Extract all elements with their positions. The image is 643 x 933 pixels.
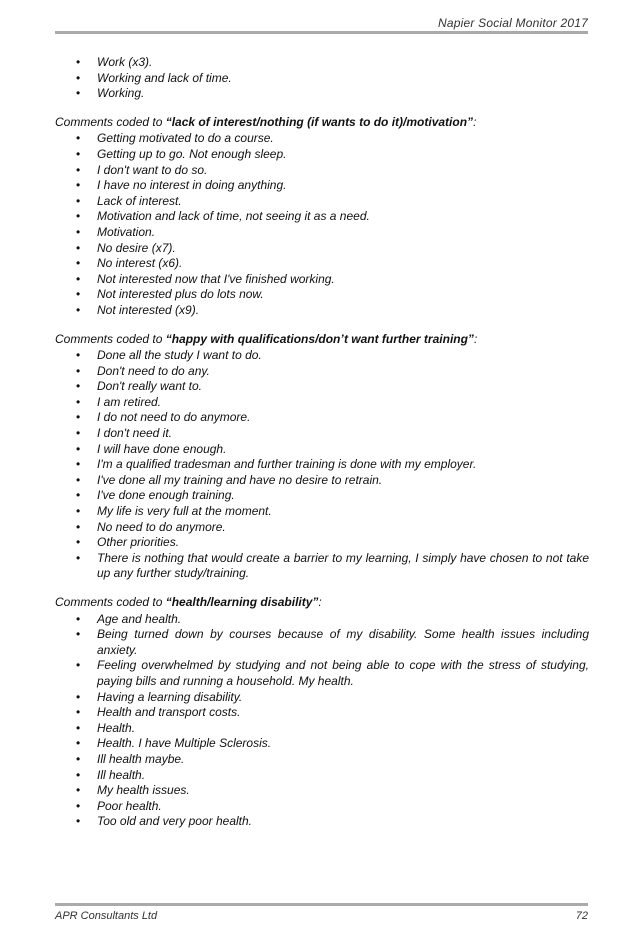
list-item: • I've done enough training.: [55, 488, 589, 504]
list-item: • Age and health.: [55, 612, 589, 628]
list-item: • Health. I have Multiple Sclerosis.: [55, 736, 589, 752]
heading-suffix: :: [473, 114, 477, 129]
list-item: • I don't want to do so.: [55, 163, 589, 179]
heading-prefix: Comments coded to: [55, 114, 166, 129]
company-name: APR Consultants Ltd: [55, 910, 158, 922]
list-item: • There is nothing that would create a barrier to my learning, I simply have chosen to not take up any further study/training.: [55, 551, 589, 582]
heading-prefix: Comments coded to: [55, 595, 166, 609]
list-item: • Poor health.: [55, 799, 589, 815]
list-item: • Health and transport costs.: [55, 705, 589, 721]
list-item: • No interest (x6).: [55, 256, 589, 272]
section-heading-health: [55, 595, 589, 611]
list-item: • Not interested (x9).: [55, 303, 589, 319]
list-item: • I do not need to do anymore.: [55, 410, 589, 426]
list-item: • Feeling overwhelmed by studying and not being able to cope with the stress of studying, paying bills and running a household. My health.: [55, 658, 589, 689]
page-header: [55, 12, 588, 34]
list-item: • My health issues.: [55, 783, 589, 799]
list-item: • Working.: [55, 86, 589, 102]
list-item: • Working and lack of time.: [55, 71, 589, 87]
heading-suffix: :: [318, 595, 322, 609]
list-item: • Don't really want to.: [55, 379, 589, 395]
list-item: • Having a learning disability.: [55, 690, 589, 706]
list-item: • Motivation and lack of time, not seeing it as a need.: [55, 209, 589, 225]
list-item: • Getting motivated to do a course.: [55, 131, 589, 147]
document-body: [55, 55, 589, 830]
intro-bullet-list: [55, 55, 589, 102]
qualifications-bullet-list: [55, 348, 589, 582]
list-item: • I have no interest in doing anything.: [55, 178, 589, 194]
list-item: • Not interested now that I've finished working.: [55, 272, 589, 288]
health-bullet-list: [55, 612, 589, 830]
header-divider: [55, 31, 588, 34]
footer-divider: [55, 903, 588, 906]
motivation-bullet-list: [55, 131, 589, 318]
page-footer: [55, 903, 588, 925]
list-item: • My life is very full at the moment.: [55, 504, 589, 520]
list-item: • No desire (x7).: [55, 241, 589, 257]
list-item: • Ill health.: [55, 768, 589, 784]
list-item: • Being turned down by courses because of my disability. Some health issues including anxiety.: [55, 627, 589, 658]
list-item: • I've done all my training and have no desire to retrain.: [55, 473, 589, 489]
list-item: • I will have done enough.: [55, 442, 589, 458]
section-heading-motivation: [55, 115, 589, 131]
list-item: • Don't need to do any.: [55, 364, 589, 380]
heading-category: “health/learning disability”: [165, 595, 319, 609]
list-item: • I don't need it.: [55, 426, 589, 442]
heading-suffix: :: [473, 331, 478, 346]
list-item: • Done all the study I want to do.: [55, 348, 589, 364]
list-item: • Work (x3).: [55, 55, 589, 71]
list-item: • No need to do anymore.: [55, 520, 589, 536]
list-item: • I am retired.: [55, 395, 589, 411]
heading-prefix: Comments coded to: [55, 331, 166, 346]
page-number: 72: [575, 910, 588, 922]
list-item: • Motivation.: [55, 225, 589, 241]
list-item: • Ill health maybe.: [55, 752, 589, 768]
list-item: • I'm a qualified tradesman and further training is done with my employer.: [55, 457, 589, 473]
heading-category: “lack of interest/nothing (if wants to do it)/motivation”: [165, 114, 474, 129]
heading-category: “happy with qualifications/don’t want further training”: [165, 331, 474, 346]
section-heading-qualifications: [55, 332, 589, 348]
list-item: • Other priorities.: [55, 535, 589, 551]
report-title: Napier Social Monitor 2017: [438, 16, 588, 30]
list-item: • Getting up to go. Not enough sleep.: [55, 147, 589, 163]
list-item: • Too old and very poor health.: [55, 814, 589, 830]
list-item: • Health.: [55, 721, 589, 737]
list-item: • Lack of interest.: [55, 194, 589, 210]
list-item: • Not interested plus do lots now.: [55, 287, 589, 303]
